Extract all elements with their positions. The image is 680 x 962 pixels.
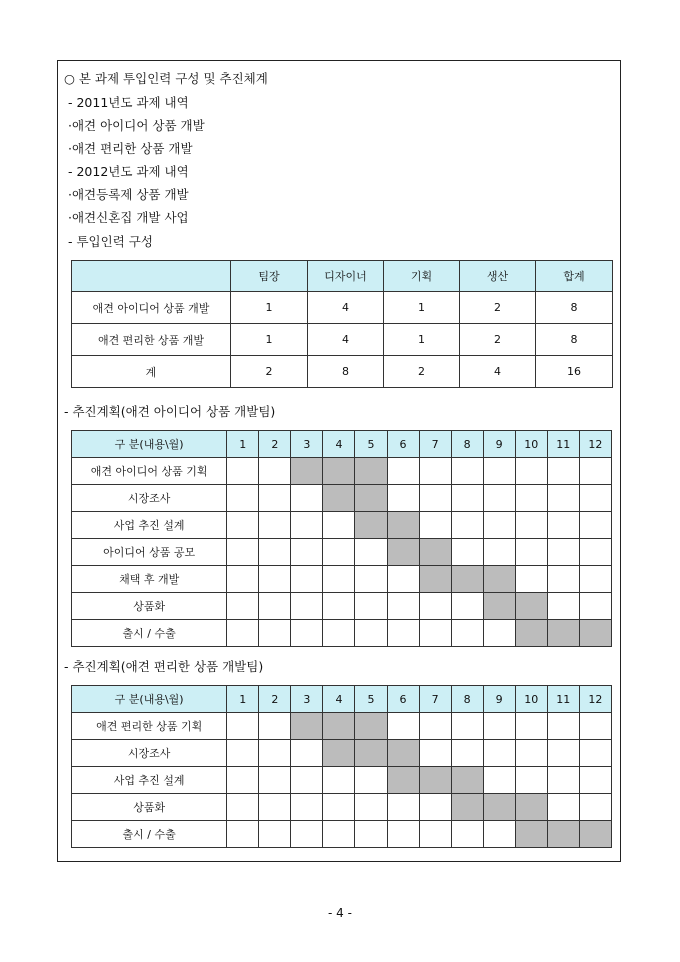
schedule-cell-active bbox=[483, 593, 515, 620]
table-row bbox=[72, 292, 613, 324]
schedule-cell bbox=[483, 620, 515, 647]
month-header: 11 bbox=[547, 686, 579, 713]
table-cell: 8 bbox=[536, 292, 613, 324]
staff-header-cell: 팀장 bbox=[231, 261, 308, 292]
schedule1-title: - 추진계획(애견 아이디어 상품 개발팀) bbox=[64, 404, 276, 419]
table-cell: 8 bbox=[536, 324, 613, 356]
schedule-cell bbox=[291, 767, 323, 794]
month-header: 6 bbox=[387, 431, 419, 458]
month-header: 5 bbox=[355, 686, 387, 713]
schedule-cell bbox=[483, 512, 515, 539]
schedule-row bbox=[72, 566, 612, 593]
schedule-cell bbox=[579, 539, 611, 566]
table-cell: 4 bbox=[308, 324, 384, 356]
table-cell: 계 bbox=[72, 356, 231, 388]
task-2011-2: ·애견 편리한 상품 개발 bbox=[68, 141, 193, 156]
schedule-cell bbox=[515, 566, 547, 593]
schedule-cell bbox=[291, 620, 323, 647]
schedule-row-label: 아이디어 상품 공모 bbox=[72, 539, 227, 566]
task-2012-1: ·애견등록제 상품 개발 bbox=[68, 187, 189, 202]
schedule-cell bbox=[387, 485, 419, 512]
page-number: - 4 - bbox=[328, 906, 352, 920]
schedule-row bbox=[72, 593, 612, 620]
table-cell: 2 bbox=[231, 356, 308, 388]
schedule-cell bbox=[419, 821, 451, 848]
schedule-cell-active bbox=[291, 713, 323, 740]
schedule-cell bbox=[483, 458, 515, 485]
month-header: 5 bbox=[355, 431, 387, 458]
schedule-cell bbox=[483, 767, 515, 794]
schedule-cell bbox=[323, 539, 355, 566]
staff-header-cell bbox=[72, 261, 231, 292]
schedule-cell bbox=[483, 740, 515, 767]
schedule-cell bbox=[483, 713, 515, 740]
schedule-cell bbox=[547, 740, 579, 767]
month-header: 1 bbox=[227, 431, 259, 458]
schedule-cell-active bbox=[419, 767, 451, 794]
table-cell: 2 bbox=[384, 356, 460, 388]
schedule-cell bbox=[227, 740, 259, 767]
schedule-cell-active bbox=[419, 539, 451, 566]
month-header: 6 bbox=[387, 686, 419, 713]
schedule-cell-active bbox=[323, 485, 355, 512]
schedule-row bbox=[72, 740, 612, 767]
schedule-row bbox=[72, 485, 612, 512]
schedule-cell bbox=[227, 767, 259, 794]
schedule2-title: - 추진계획(애견 편리한 상품 개발팀) bbox=[64, 659, 264, 674]
schedule-cell-active bbox=[419, 566, 451, 593]
schedule-row-label: 출시 / 수출 bbox=[72, 620, 227, 647]
schedule-cell bbox=[259, 458, 291, 485]
schedule-cell bbox=[291, 821, 323, 848]
schedule-cell bbox=[387, 620, 419, 647]
schedule-cell bbox=[259, 713, 291, 740]
schedule-cell bbox=[387, 794, 419, 821]
schedule-row bbox=[72, 539, 612, 566]
schedule-cell bbox=[451, 821, 483, 848]
schedule-cell bbox=[355, 593, 387, 620]
schedule-cell bbox=[515, 740, 547, 767]
month-header: 3 bbox=[291, 686, 323, 713]
schedule-cell bbox=[355, 566, 387, 593]
table-cell: 16 bbox=[536, 356, 613, 388]
table-cell: 4 bbox=[308, 292, 384, 324]
schedule-cell bbox=[291, 539, 323, 566]
schedule-cell bbox=[451, 458, 483, 485]
table-cell: 4 bbox=[460, 356, 536, 388]
table-cell: 2 bbox=[460, 292, 536, 324]
schedule-cell-active bbox=[451, 566, 483, 593]
schedule-cell bbox=[227, 512, 259, 539]
schedule-cell bbox=[291, 794, 323, 821]
schedule-cell bbox=[515, 539, 547, 566]
schedule-cell bbox=[259, 620, 291, 647]
schedule-cell bbox=[323, 512, 355, 539]
schedule-cell-active bbox=[515, 620, 547, 647]
schedule-cell-active bbox=[387, 539, 419, 566]
schedule-cell bbox=[547, 512, 579, 539]
schedule-cell-active bbox=[355, 512, 387, 539]
schedule-row-label: 출시 / 수출 bbox=[72, 821, 227, 848]
schedule-cell bbox=[515, 767, 547, 794]
schedule-cell-active bbox=[323, 740, 355, 767]
month-header: 2 bbox=[259, 431, 291, 458]
schedule-cell bbox=[515, 713, 547, 740]
schedule-cell bbox=[515, 485, 547, 512]
schedule-cell bbox=[355, 539, 387, 566]
schedule-cell-active bbox=[451, 794, 483, 821]
schedule-cell-active bbox=[387, 740, 419, 767]
schedule-cell bbox=[291, 566, 323, 593]
schedule-cell bbox=[579, 485, 611, 512]
schedule-cell bbox=[259, 794, 291, 821]
schedule-row-label: 애견 편리한 상품 기획 bbox=[72, 713, 227, 740]
staff-header-cell: 합계 bbox=[536, 261, 613, 292]
schedule-cell bbox=[451, 740, 483, 767]
month-header: 8 bbox=[451, 431, 483, 458]
month-header: 12 bbox=[579, 431, 611, 458]
schedule-cell-active bbox=[483, 794, 515, 821]
schedule-cell bbox=[419, 512, 451, 539]
schedule-cell bbox=[259, 566, 291, 593]
staff-header-row bbox=[72, 261, 613, 292]
schedule-cell bbox=[323, 794, 355, 821]
schedule-cell bbox=[227, 485, 259, 512]
month-header: 7 bbox=[419, 686, 451, 713]
month-header: 11 bbox=[547, 431, 579, 458]
schedule-cell bbox=[227, 821, 259, 848]
schedule-row-label: 시장조사 bbox=[72, 740, 227, 767]
schedule-cell bbox=[227, 566, 259, 593]
schedule-cell-active bbox=[515, 593, 547, 620]
schedule-cell bbox=[259, 767, 291, 794]
table-row bbox=[72, 324, 613, 356]
table-cell: 1 bbox=[231, 292, 308, 324]
month-header: 12 bbox=[579, 686, 611, 713]
schedule-cell bbox=[579, 713, 611, 740]
schedule-cell-active bbox=[547, 620, 579, 647]
schedule-cell-active bbox=[355, 713, 387, 740]
staff-header-cell: 기획 bbox=[384, 261, 460, 292]
schedule-cell bbox=[547, 539, 579, 566]
schedule-cell bbox=[355, 620, 387, 647]
schedule-cell bbox=[259, 485, 291, 512]
schedule-cell-active bbox=[483, 566, 515, 593]
schedule-cell bbox=[387, 458, 419, 485]
schedule-cell bbox=[547, 794, 579, 821]
schedule-cell bbox=[291, 740, 323, 767]
schedule-cell bbox=[547, 458, 579, 485]
month-header: 4 bbox=[323, 431, 355, 458]
schedule-cell bbox=[291, 512, 323, 539]
schedule-row-label: 사업 추진 설계 bbox=[72, 767, 227, 794]
table-row-total bbox=[72, 356, 613, 388]
task-2012-2: ·애견신혼집 개발 사업 bbox=[68, 210, 189, 225]
schedule-cell bbox=[419, 794, 451, 821]
schedule-row bbox=[72, 512, 612, 539]
schedule-cell bbox=[387, 566, 419, 593]
schedule-cell bbox=[419, 740, 451, 767]
schedule-cell-active bbox=[323, 458, 355, 485]
month-header: 8 bbox=[451, 686, 483, 713]
schedule-cell bbox=[483, 485, 515, 512]
schedule-cell bbox=[419, 485, 451, 512]
schedule-cell bbox=[547, 593, 579, 620]
schedule-cell bbox=[547, 566, 579, 593]
schedule-cell bbox=[355, 821, 387, 848]
schedule-cell bbox=[451, 485, 483, 512]
schedule-cell bbox=[259, 740, 291, 767]
schedule-row bbox=[72, 713, 612, 740]
schedule-cell bbox=[387, 821, 419, 848]
schedule-header-label: 구 분(내용\월) bbox=[72, 431, 227, 458]
schedule-cell bbox=[579, 458, 611, 485]
schedule-cell bbox=[227, 458, 259, 485]
schedule-cell-active bbox=[387, 512, 419, 539]
schedule-cell bbox=[579, 767, 611, 794]
schedule-cell bbox=[291, 485, 323, 512]
schedule-cell bbox=[323, 821, 355, 848]
task-2011-1: ·애견 아이디어 상품 개발 bbox=[68, 118, 205, 133]
schedule-cell bbox=[483, 539, 515, 566]
schedule-row bbox=[72, 458, 612, 485]
schedule-cell bbox=[227, 593, 259, 620]
schedule-cell-active bbox=[579, 821, 611, 848]
month-header: 9 bbox=[483, 431, 515, 458]
schedule-cell bbox=[451, 539, 483, 566]
schedule-cell bbox=[259, 593, 291, 620]
month-header: 10 bbox=[515, 686, 547, 713]
schedule-cell bbox=[451, 512, 483, 539]
table-cell: 애견 아이디어 상품 개발 bbox=[72, 292, 231, 324]
schedule-row-label: 애견 아이디어 상품 기획 bbox=[72, 458, 227, 485]
schedule-cell bbox=[547, 713, 579, 740]
schedule-row-label: 상품화 bbox=[72, 593, 227, 620]
schedule-cell bbox=[259, 539, 291, 566]
schedule-row bbox=[72, 767, 612, 794]
month-header: 7 bbox=[419, 431, 451, 458]
year-2012-heading: - 2012년도 과제 내역 bbox=[68, 164, 189, 179]
schedule-cell bbox=[227, 794, 259, 821]
month-header: 4 bbox=[323, 686, 355, 713]
schedule-cell bbox=[323, 767, 355, 794]
table-cell: 1 bbox=[231, 324, 308, 356]
schedule-cell-active bbox=[515, 794, 547, 821]
schedule-cell bbox=[483, 821, 515, 848]
schedule-cell bbox=[387, 593, 419, 620]
schedule2-table bbox=[71, 685, 612, 848]
schedule-cell bbox=[419, 620, 451, 647]
schedule-cell bbox=[547, 485, 579, 512]
schedule-cell bbox=[323, 566, 355, 593]
table-cell: 1 bbox=[384, 292, 460, 324]
schedule-cell bbox=[323, 620, 355, 647]
schedule-cell-active bbox=[355, 458, 387, 485]
schedule-row-label: 상품화 bbox=[72, 794, 227, 821]
schedule-cell-active bbox=[579, 620, 611, 647]
schedule-cell-active bbox=[355, 485, 387, 512]
schedule-cell bbox=[579, 512, 611, 539]
staff-table bbox=[71, 260, 613, 388]
schedule-cell bbox=[227, 713, 259, 740]
schedule-header-label: 구 분(내용\월) bbox=[72, 686, 227, 713]
schedule-header-row bbox=[72, 431, 612, 458]
schedule-cell-active bbox=[451, 767, 483, 794]
schedule-cell bbox=[227, 539, 259, 566]
schedule-cell bbox=[451, 593, 483, 620]
schedule-cell-active bbox=[355, 740, 387, 767]
month-header: 3 bbox=[291, 431, 323, 458]
schedule-cell bbox=[291, 593, 323, 620]
schedule-header-row bbox=[72, 686, 612, 713]
schedule-cell bbox=[355, 767, 387, 794]
schedule-row bbox=[72, 821, 612, 848]
schedule-cell bbox=[387, 713, 419, 740]
schedule-cell-active bbox=[291, 458, 323, 485]
table-cell: 1 bbox=[384, 324, 460, 356]
schedule-row bbox=[72, 794, 612, 821]
schedule-cell bbox=[419, 458, 451, 485]
schedule-row-label: 시장조사 bbox=[72, 485, 227, 512]
schedule-cell bbox=[579, 566, 611, 593]
schedule-cell bbox=[323, 593, 355, 620]
schedule-cell bbox=[419, 593, 451, 620]
schedule-cell-active bbox=[387, 767, 419, 794]
month-header: 10 bbox=[515, 431, 547, 458]
schedule1-table bbox=[71, 430, 612, 647]
month-header: 9 bbox=[483, 686, 515, 713]
month-header: 1 bbox=[227, 686, 259, 713]
section-title: ○ 본 과제 투입인력 구성 및 추진체계 bbox=[64, 71, 268, 86]
schedule-cell bbox=[451, 620, 483, 647]
table-cell: 애견 편리한 상품 개발 bbox=[72, 324, 231, 356]
staff-header-cell: 디자이너 bbox=[308, 261, 384, 292]
staff-header-cell: 생산 bbox=[460, 261, 536, 292]
schedule-cell bbox=[259, 821, 291, 848]
schedule-row bbox=[72, 620, 612, 647]
schedule-cell-active bbox=[323, 713, 355, 740]
schedule-cell bbox=[227, 620, 259, 647]
schedule-cell-active bbox=[515, 821, 547, 848]
schedule-cell-active bbox=[547, 821, 579, 848]
schedule-cell bbox=[547, 767, 579, 794]
schedule-row-label: 사업 추진 설계 bbox=[72, 512, 227, 539]
schedule-cell bbox=[579, 794, 611, 821]
table-cell: 8 bbox=[308, 356, 384, 388]
schedule-cell bbox=[515, 512, 547, 539]
schedule-cell bbox=[579, 593, 611, 620]
schedule-row-label: 채택 후 개발 bbox=[72, 566, 227, 593]
schedule-cell bbox=[579, 740, 611, 767]
schedule-cell bbox=[515, 458, 547, 485]
schedule-cell bbox=[355, 794, 387, 821]
staff-heading: - 투입인력 구성 bbox=[68, 234, 153, 249]
month-header: 2 bbox=[259, 686, 291, 713]
year-2011-heading: - 2011년도 과제 내역 bbox=[68, 95, 189, 110]
schedule-cell bbox=[419, 713, 451, 740]
schedule-cell bbox=[259, 512, 291, 539]
schedule-cell bbox=[451, 713, 483, 740]
table-cell: 2 bbox=[460, 324, 536, 356]
